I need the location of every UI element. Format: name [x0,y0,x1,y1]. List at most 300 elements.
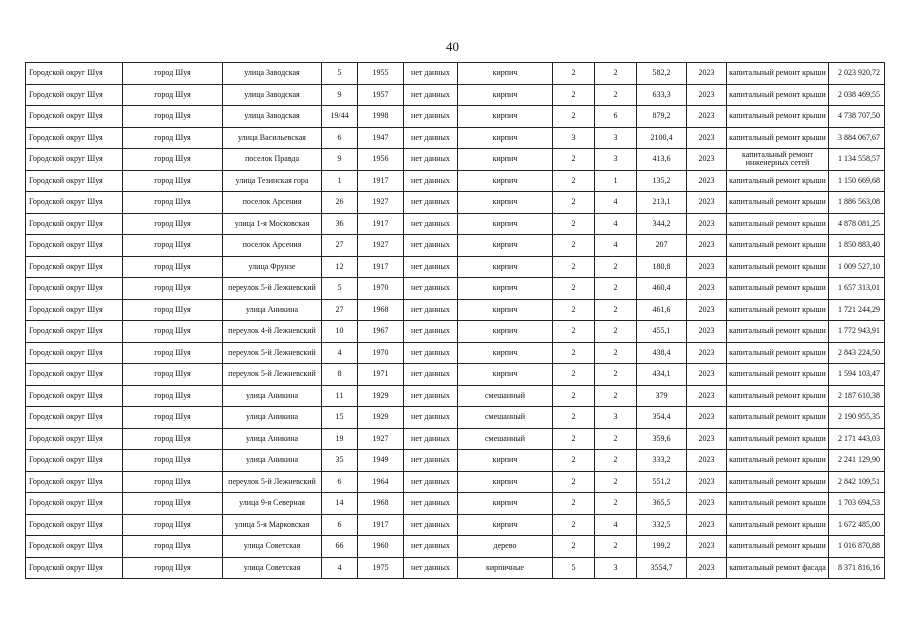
municipality-cell: Городской округ Шуя [26,557,123,579]
municipality-cell: Городской округ Шуя [26,471,123,493]
table-row [26,149,885,171]
build-year-cell: 1927 [358,428,404,450]
cost-cell: 3 884 067,67 [829,127,885,149]
municipality-cell: Городской округ Шуя [26,407,123,429]
cost-cell: 2 023 920,72 [829,63,885,85]
street-cell: улица 5-я Марковская [223,514,322,536]
settlement-cell: город Шуя [123,385,223,407]
municipality-cell: Городской округ Шуя [26,428,123,450]
street-cell: улица 9-я Северная [223,493,322,515]
table-row [26,428,885,450]
table-row [26,471,885,493]
municipality-cell: Городской округ Шуя [26,170,123,192]
wall-material-cell: кирпич [458,213,553,235]
table-row [26,106,885,128]
plan-year-cell: 2023 [687,536,727,558]
commission-year-cell: нет данных [404,385,458,407]
page-number: 40 [446,39,459,54]
build-year-cell: 1956 [358,149,404,171]
table-row [26,342,885,364]
settlement-cell: город Шуя [123,127,223,149]
commission-year-cell: нет данных [404,106,458,128]
house-number-cell: 9 [322,149,358,171]
house-number-cell: 4 [322,342,358,364]
plan-year-cell: 2023 [687,428,727,450]
cost-cell: 1 772 943,91 [829,321,885,343]
work-type-cell: капитальный ремонт крыши [727,471,829,493]
build-year-cell: 1975 [358,557,404,579]
cost-cell: 8 371 816,16 [829,557,885,579]
work-type-cell: капитальный ремонт крыши [727,407,829,429]
municipality-cell: Городской округ Шуя [26,235,123,257]
commission-year-cell: нет данных [404,278,458,300]
municipality-cell: Городской округ Шуя [26,63,123,85]
build-year-cell: 1955 [358,63,404,85]
municipality-cell: Городской округ Шуя [26,321,123,343]
wall-material-cell: кирпич [458,342,553,364]
table-row [26,63,885,85]
settlement-cell: город Шуя [123,170,223,192]
settlement-cell: город Шуя [123,213,223,235]
work-type-cell: капитальный ремонт крыши [727,364,829,386]
cost-cell: 1 672 485,00 [829,514,885,536]
plan-year-cell: 2023 [687,342,727,364]
floors-cell: 2 [553,536,595,558]
municipality-cell: Городской округ Шуя [26,450,123,472]
settlement-cell: город Шуя [123,299,223,321]
floors-cell: 2 [553,106,595,128]
municipality-cell: Городской округ Шуя [26,299,123,321]
cost-cell: 1 703 694,53 [829,493,885,515]
plan-year-cell: 2023 [687,471,727,493]
area-cell: 199,2 [637,536,687,558]
wall-material-cell: кирпич [458,192,553,214]
commission-year-cell: нет данных [404,557,458,579]
cost-cell: 4 738 707,50 [829,106,885,128]
floors-cell: 2 [553,450,595,472]
area-cell: 582,2 [637,63,687,85]
settlement-cell: город Шуя [123,364,223,386]
entrances-cell: 2 [595,321,637,343]
floors-cell: 2 [553,84,595,106]
entrances-cell: 2 [595,299,637,321]
work-type-cell: капитальный ремонт крыши [727,192,829,214]
plan-year-cell: 2023 [687,63,727,85]
entrances-cell: 2 [595,84,637,106]
table-row [26,321,885,343]
wall-material-cell: кирпич [458,321,553,343]
floors-cell: 2 [553,170,595,192]
table-row [26,299,885,321]
house-number-cell: 27 [322,235,358,257]
plan-year-cell: 2023 [687,256,727,278]
plan-year-cell: 2023 [687,278,727,300]
floors-cell: 2 [553,471,595,493]
house-number-cell: 6 [322,471,358,493]
street-cell: переулок 5-й Лежневский [223,278,322,300]
floors-cell: 2 [553,342,595,364]
wall-material-cell: кирпич [458,170,553,192]
street-cell: переулок 5-й Лежневский [223,471,322,493]
table-row [26,127,885,149]
repair-registry-table [25,62,885,579]
wall-material-cell: кирпич [458,63,553,85]
cost-cell: 2 241 129,90 [829,450,885,472]
entrances-cell: 1 [595,170,637,192]
work-type-cell: капитальный ремонт крыши [727,127,829,149]
house-number-cell: 15 [322,407,358,429]
floors-cell: 2 [553,149,595,171]
municipality-cell: Городской округ Шуя [26,84,123,106]
house-number-cell: 5 [322,63,358,85]
house-number-cell: 6 [322,127,358,149]
work-type-cell: капитальный ремонт крыши [727,84,829,106]
wall-material-cell: кирпич [458,235,553,257]
work-type-cell: капитальный ремонт крыши [727,321,829,343]
area-cell: 438,4 [637,342,687,364]
wall-material-cell: кирпич [458,514,553,536]
wall-material-cell: кирпич [458,278,553,300]
plan-year-cell: 2023 [687,385,727,407]
commission-year-cell: нет данных [404,321,458,343]
settlement-cell: город Шуя [123,256,223,278]
street-cell: переулок 5-й Лежневский [223,342,322,364]
street-cell: улица Аникина [223,407,322,429]
commission-year-cell: нет данных [404,127,458,149]
entrances-cell: 2 [595,278,637,300]
house-number-cell: 19 [322,428,358,450]
municipality-cell: Городской округ Шуя [26,213,123,235]
street-cell: поселок Арсения [223,192,322,214]
entrances-cell: 4 [595,213,637,235]
build-year-cell: 1929 [358,385,404,407]
street-cell: улица Аникина [223,299,322,321]
house-number-cell: 4 [322,557,358,579]
house-number-cell: 5 [322,278,358,300]
municipality-cell: Городской округ Шуя [26,536,123,558]
plan-year-cell: 2023 [687,364,727,386]
settlement-cell: город Шуя [123,557,223,579]
commission-year-cell: нет данных [404,364,458,386]
commission-year-cell: нет данных [404,428,458,450]
street-cell: улица Фрунзе [223,256,322,278]
work-type-cell: капитальный ремонт крыши [727,278,829,300]
street-cell: улица Аникина [223,450,322,472]
wall-material-cell: кирпич [458,364,553,386]
build-year-cell: 1947 [358,127,404,149]
floors-cell: 2 [553,235,595,257]
work-type-cell: капитальный ремонт крыши [727,213,829,235]
municipality-cell: Городской округ Шуя [26,364,123,386]
cost-cell: 1 134 558,57 [829,149,885,171]
plan-year-cell: 2023 [687,299,727,321]
street-cell: улица Советская [223,557,322,579]
work-type-cell: капитальный ремонт крыши [727,493,829,515]
plan-year-cell: 2023 [687,106,727,128]
build-year-cell: 1927 [358,235,404,257]
wall-material-cell: дерево [458,536,553,558]
wall-material-cell: кирпичные [458,557,553,579]
municipality-cell: Городской округ Шуя [26,278,123,300]
settlement-cell: город Шуя [123,106,223,128]
plan-year-cell: 2023 [687,170,727,192]
commission-year-cell: нет данных [404,471,458,493]
settlement-cell: город Шуя [123,407,223,429]
settlement-cell: город Шуя [123,342,223,364]
work-type-cell: капитальный ремонт крыши [727,428,829,450]
area-cell: 455,1 [637,321,687,343]
work-type-cell: капитальный ремонт крыши [727,299,829,321]
cost-cell: 2 171 443,03 [829,428,885,450]
house-number-cell: 12 [322,256,358,278]
plan-year-cell: 2023 [687,192,727,214]
wall-material-cell: кирпич [458,106,553,128]
cost-cell: 2 038 469,55 [829,84,885,106]
wall-material-cell: кирпич [458,149,553,171]
house-number-cell: 8 [322,364,358,386]
street-cell: поселок Правда [223,149,322,171]
area-cell: 413,6 [637,149,687,171]
commission-year-cell: нет данных [404,342,458,364]
table-row [26,385,885,407]
house-number-cell: 14 [322,493,358,515]
entrances-cell: 2 [595,428,637,450]
settlement-cell: город Шуя [123,428,223,450]
street-cell: переулок 5-й Лежневский [223,364,322,386]
area-cell: 365,5 [637,493,687,515]
commission-year-cell: нет данных [404,450,458,472]
settlement-cell: город Шуя [123,192,223,214]
plan-year-cell: 2023 [687,321,727,343]
build-year-cell: 1917 [358,514,404,536]
wall-material-cell: смешанный [458,407,553,429]
work-type-cell: капитальный ремонт крыши [727,63,829,85]
floors-cell: 2 [553,256,595,278]
area-cell: 207 [637,235,687,257]
settlement-cell: город Шуя [123,149,223,171]
cost-cell: 1 721 244,29 [829,299,885,321]
table-row [26,407,885,429]
house-number-cell: 19/44 [322,106,358,128]
floors-cell: 2 [553,213,595,235]
plan-year-cell: 2023 [687,557,727,579]
floors-cell: 5 [553,557,595,579]
house-number-cell: 26 [322,192,358,214]
settlement-cell: город Шуя [123,84,223,106]
entrances-cell: 2 [595,471,637,493]
entrances-cell: 2 [595,450,637,472]
table-row [26,364,885,386]
cost-cell: 2 187 610,38 [829,385,885,407]
municipality-cell: Городской округ Шуя [26,127,123,149]
table-row [26,536,885,558]
house-number-cell: 10 [322,321,358,343]
plan-year-cell: 2023 [687,514,727,536]
settlement-cell: город Шуя [123,450,223,472]
table-row [26,235,885,257]
work-type-cell: капитальный ремонт крыши [727,256,829,278]
street-cell: улица Тезинская гора [223,170,322,192]
municipality-cell: Городской округ Шуя [26,493,123,515]
entrances-cell: 4 [595,192,637,214]
house-number-cell: 66 [322,536,358,558]
plan-year-cell: 2023 [687,450,727,472]
wall-material-cell: кирпич [458,84,553,106]
municipality-cell: Городской округ Шуя [26,342,123,364]
build-year-cell: 1968 [358,299,404,321]
commission-year-cell: нет данных [404,299,458,321]
commission-year-cell: нет данных [404,493,458,515]
area-cell: 135,2 [637,170,687,192]
entrances-cell: 2 [595,493,637,515]
street-cell: улица Заводская [223,106,322,128]
commission-year-cell: нет данных [404,514,458,536]
house-number-cell: 9 [322,84,358,106]
area-cell: 379 [637,385,687,407]
settlement-cell: город Шуя [123,514,223,536]
plan-year-cell: 2023 [687,149,727,171]
municipality-cell: Городской округ Шуя [26,106,123,128]
build-year-cell: 1967 [358,321,404,343]
wall-material-cell: кирпич [458,256,553,278]
street-cell: улица Аникина [223,428,322,450]
table-row [26,493,885,515]
commission-year-cell: нет данных [404,170,458,192]
commission-year-cell: нет данных [404,192,458,214]
floors-cell: 3 [553,127,595,149]
table-row [26,192,885,214]
municipality-cell: Городской округ Шуя [26,514,123,536]
municipality-cell: Городской округ Шуя [26,256,123,278]
street-cell: улица Советская [223,536,322,558]
house-number-cell: 1 [322,170,358,192]
table-row [26,170,885,192]
floors-cell: 2 [553,407,595,429]
build-year-cell: 1929 [358,407,404,429]
cost-cell: 2 190 955,35 [829,407,885,429]
cost-cell: 2 842 109,51 [829,471,885,493]
entrances-cell: 4 [595,514,637,536]
floors-cell: 2 [553,63,595,85]
street-cell: поселок Арсения [223,235,322,257]
wall-material-cell: кирпич [458,493,553,515]
commission-year-cell: нет данных [404,407,458,429]
street-cell: улица Аникина [223,385,322,407]
floors-cell: 2 [553,299,595,321]
cost-cell: 1 657 313,01 [829,278,885,300]
build-year-cell: 1970 [358,278,404,300]
settlement-cell: город Шуя [123,493,223,515]
work-type-cell: капитальный ремонт крыши [727,385,829,407]
floors-cell: 2 [553,428,595,450]
plan-year-cell: 2023 [687,84,727,106]
build-year-cell: 1917 [358,213,404,235]
commission-year-cell: нет данных [404,536,458,558]
area-cell: 460,4 [637,278,687,300]
house-number-cell: 36 [322,213,358,235]
table-row [26,84,885,106]
floors-cell: 2 [553,278,595,300]
entrances-cell: 3 [595,149,637,171]
cost-cell: 1 009 527,10 [829,256,885,278]
commission-year-cell: нет данных [404,63,458,85]
cost-cell: 2 843 224,50 [829,342,885,364]
settlement-cell: город Шуя [123,471,223,493]
work-type-cell: капитальный ремонт крыши [727,235,829,257]
street-cell: улица Заводская [223,84,322,106]
house-number-cell: 11 [322,385,358,407]
work-type-cell: капитальный ремонт крыши [727,514,829,536]
area-cell: 434,1 [637,364,687,386]
table-row [26,213,885,235]
settlement-cell: город Шуя [123,235,223,257]
build-year-cell: 1960 [358,536,404,558]
cost-cell: 1 016 870,88 [829,536,885,558]
floors-cell: 2 [553,321,595,343]
build-year-cell: 1949 [358,450,404,472]
municipality-cell: Городской округ Шуя [26,149,123,171]
floors-cell: 2 [553,514,595,536]
work-type-cell: капитальный ремонт инженерных сетей [727,149,829,171]
area-cell: 551,2 [637,471,687,493]
build-year-cell: 1964 [358,471,404,493]
entrances-cell: 6 [595,106,637,128]
cost-cell: 4 878 081,25 [829,213,885,235]
floors-cell: 2 [553,493,595,515]
build-year-cell: 1917 [358,170,404,192]
entrances-cell: 2 [595,536,637,558]
cost-cell: 1 150 669,68 [829,170,885,192]
commission-year-cell: нет данных [404,235,458,257]
build-year-cell: 1927 [358,192,404,214]
plan-year-cell: 2023 [687,127,727,149]
build-year-cell: 1971 [358,364,404,386]
wall-material-cell: кирпич [458,471,553,493]
floors-cell: 2 [553,364,595,386]
commission-year-cell: нет данных [404,213,458,235]
entrances-cell: 3 [595,407,637,429]
entrances-cell: 2 [595,364,637,386]
commission-year-cell: нет данных [404,256,458,278]
plan-year-cell: 2023 [687,213,727,235]
house-number-cell: 35 [322,450,358,472]
commission-year-cell: нет данных [404,84,458,106]
area-cell: 180,8 [637,256,687,278]
plan-year-cell: 2023 [687,235,727,257]
street-cell: улица 1-я Московская [223,213,322,235]
settlement-cell: город Шуя [123,536,223,558]
wall-material-cell: смешанный [458,428,553,450]
area-cell: 354,4 [637,407,687,429]
entrances-cell: 2 [595,63,637,85]
area-cell: 461,6 [637,299,687,321]
cost-cell: 1 594 103,47 [829,364,885,386]
area-cell: 633,3 [637,84,687,106]
floors-cell: 2 [553,192,595,214]
street-cell: улица Васильевская [223,127,322,149]
table-row [26,256,885,278]
entrances-cell: 3 [595,557,637,579]
settlement-cell: город Шуя [123,278,223,300]
settlement-cell: город Шуя [123,321,223,343]
street-cell: улица Заводская [223,63,322,85]
table-row [26,278,885,300]
wall-material-cell: кирпич [458,127,553,149]
cost-cell: 1 850 883,40 [829,235,885,257]
build-year-cell: 1957 [358,84,404,106]
wall-material-cell: кирпич [458,299,553,321]
build-year-cell: 1968 [358,493,404,515]
